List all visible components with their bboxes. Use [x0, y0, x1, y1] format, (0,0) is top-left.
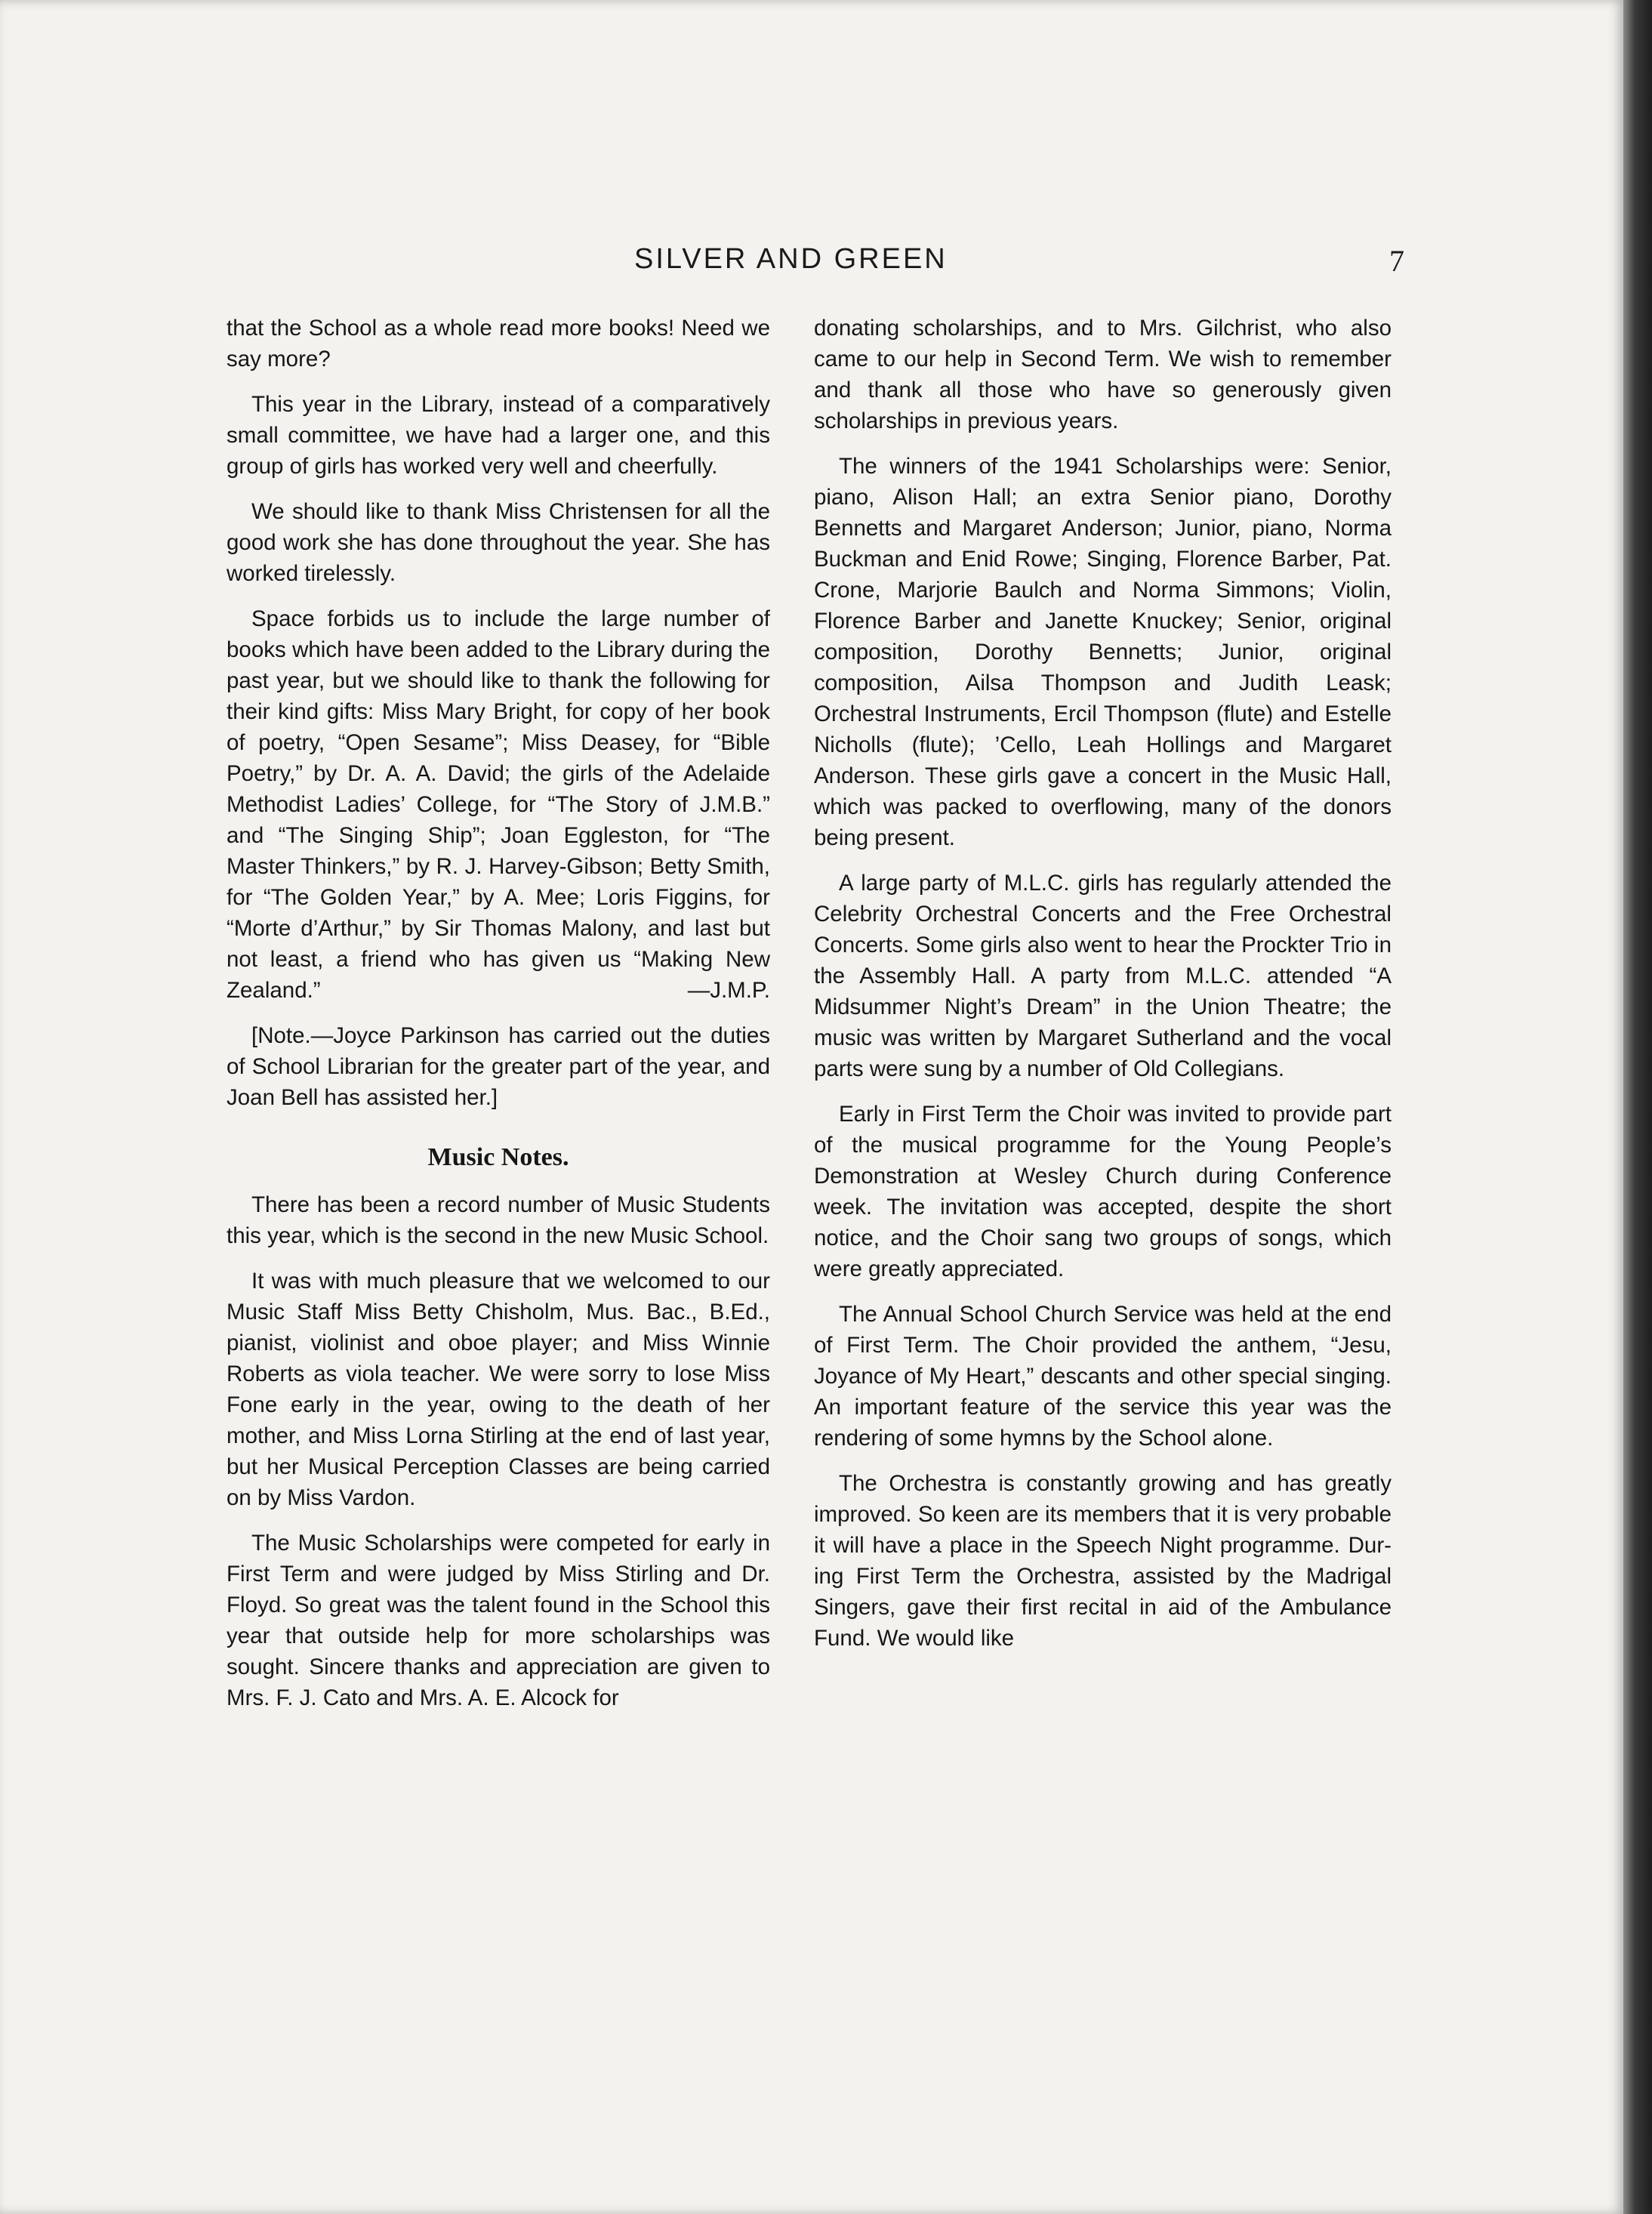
paragraph: The winners of the 1941 Scholarships were: Senior, piano, Alison Hall; an extra Senior piano, Dorothy Bennetts and Margaret Anderson; Junior, piano, Norma Buckman and Enid Rowe; Singing, Florence Barber, Pat. Crone, Marjorie Baulch and Norma Simmons; Violin, Florence Barber and Janette Knuckey; Senior, original composition, Dorothy Bennetts; Junior, original composition, Ailsa Thompson and Judith Leask; Orchestral Instruments, Ercil Thompson (flute) and Estelle Nicholls (flute); ’Cello, Leah Hollings and Margaret Anderson. These girls gave a concert in the Music Hall, which was packed to overflowing, many of the donors being present. — [814, 454, 1392, 850]
page-binding-edge — [1623, 0, 1652, 2214]
paragraph: There has been a record number of Music Students this year, which is the second in the new Music School. — [227, 1192, 770, 1248]
left-column — [227, 313, 770, 1728]
paragraph: The Annual School Church Service was held at the end of First Term. The Choir provided the anthem, “Jesu, Joyance of My Heart,” descants and other special singing. An important feature of the service this year was the rendering of some hymns by the School alone. — [814, 1302, 1392, 1451]
paragraph: that the School as a whole read more books! Need we say more? — [227, 316, 770, 372]
paragraph: A large party of M.L.C. girls has regularly attended the Celebrity Orchestral Concerts and the Free Orchestral Concerts. Some girls also went to hear the Prockter Trio in the Assembly Hall. A party from M.L.C. attended “A Midsummer Night’s Dream” in the Union Theatre; the music was written by Margaret Sutherland and the vocal parts were sung by a number of Old Collegians. — [814, 871, 1392, 1081]
paragraph — [227, 603, 770, 1006]
librarian-note: [Note.—Joyce Parkinson has carried out the duties of School Librarian for the greater part of the year, and Joan Bell has assisted her.] — [227, 1023, 770, 1110]
signoff: —J.M.P. — [687, 978, 770, 1003]
paragraph: The Music Scholarships were competed for early in First Term and were judged by Miss Stirling and Dr. Floyd. So great was the talent found in the School this year that outside help for more scholarships was sought. Sincere thanks and appreciation are given to Mrs. F. J. Cato and Mrs. A. E. Alcock for — [227, 1531, 770, 1710]
running-head — [227, 243, 1404, 288]
paragraph-text: Space forbids us to include the large number of books which have been added to the Library during the past year, but we should like to thank the following for their kind gifts: Miss Mary Bright, for copy of her book of poetry, “Open Sesame”; Miss Deasey, for “Bible Poetry,” by Dr. A. A. David; the girls of the Adelaide Methodist Ladies’ College, for “The Story of J.M.B.” and “The Singing Ship”; Joan Eggleston, for “The Master Thinkers,” by R. J. Harvey-Gibson; Betty Smith, for “The Golden Year,” by A. Mee; Loris Figgins, for “Morte d’Arthur,” by Sir Thomas Malony, and last but not least, a friend who has given us “Making New Zealand.” — [227, 606, 770, 1003]
right-column — [814, 313, 1392, 1668]
paragraph: Early in First Term the Choir was invited to provide part of the musical programme for the Young People’s Demonstration at Wesley Church during Conference week. The invitation was accepted, despite the short notice, and the Choir sang two groups of songs, which were greatly appreciated. — [814, 1102, 1392, 1281]
paragraph: The Orchestra is constantly growing and has greatly improved. So keen are its members that it is very probable it will have a place in the Speech Night programme. During First Term the Orchestra, assisted by the Madrigal Singers, gave their first recital in aid of the Ambulance Fund. We would like — [814, 1471, 1392, 1651]
paragraph: This year in the Library, instead of a comparatively small committee, we have had a larger one, and this group of girls has worked very well and cheerfully. — [227, 392, 770, 479]
journal-title: SILVER AND GREEN — [634, 243, 948, 275]
paragraph: donating scholarships, and to Mrs. Gilchrist, who also came to our help in Second Term. We wish to remember and thank all those who have so generously given scholarships in previous years. — [814, 316, 1392, 433]
paragraph: We should like to thank Miss Christensen for all the good work she has done throughout the year. She has worked tirelessly. — [227, 499, 770, 586]
paragraph: It was with much pleasure that we welcomed to our Music Staff Miss Betty Chisholm, Mus. Bac., B.Ed., pianist, violinist and oboe player; and Miss Winnie Roberts as viola teacher. We were sorry to lose Miss Fone early in the year, owing to the death of her mother, and Miss Lorna Stirling at the end of last year, but her Musical Perception Classes are being carried on by Miss Vardon. — [227, 1269, 770, 1510]
page-number: 7 — [1389, 244, 1404, 278]
section-heading-music-notes: Music Notes. — [427, 1143, 569, 1171]
